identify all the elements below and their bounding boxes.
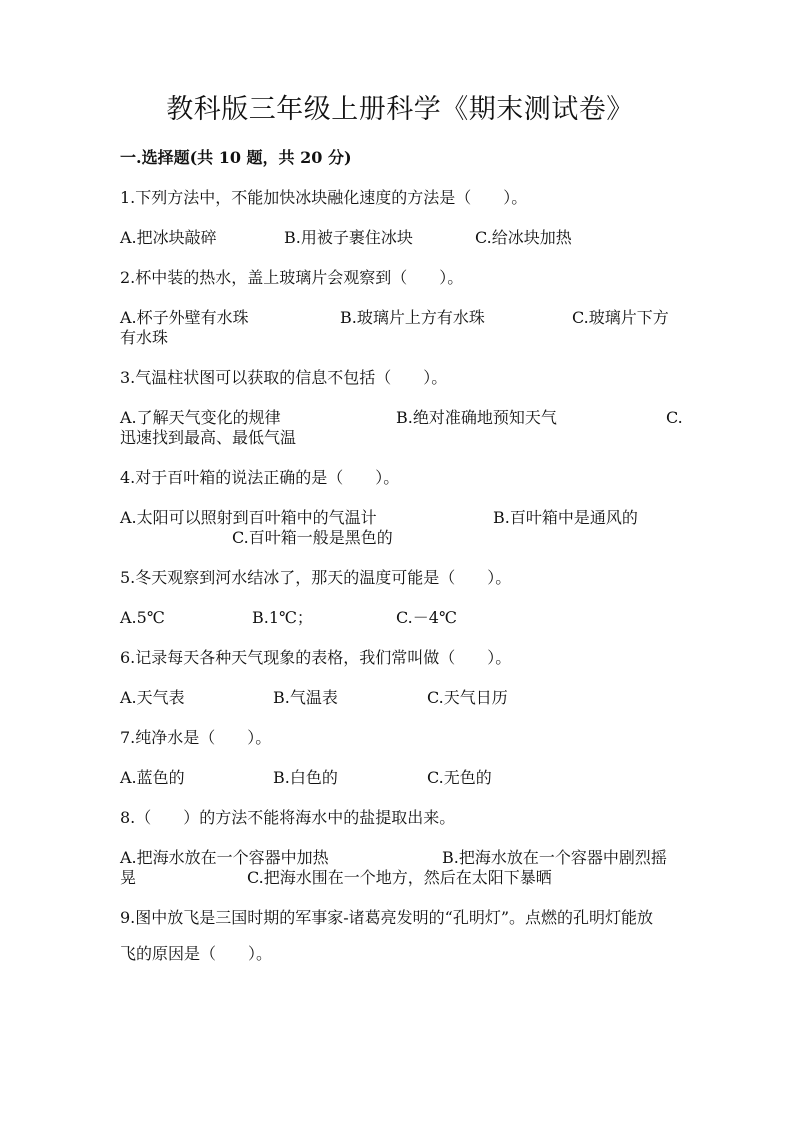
q4-option-c: C.百叶箱一般是黑色的 [232, 528, 393, 547]
question-3: 3.气温柱状图可以获取的信息不包括（ ）。 [120, 368, 448, 387]
question-7: 7.纯净水是（ ）。 [120, 728, 272, 747]
question-8: 8.（ ）的方法不能将海水中的盐提取出来。 [120, 808, 456, 827]
q8-option-b-wrap: 晃 [120, 868, 137, 887]
q3-option-b: B.绝对准确地预知天气 [396, 408, 557, 427]
q3-option-a: A.了解天气变化的规律 [120, 408, 281, 427]
question-2: 2.杯中装的热水，盖上玻璃片会观察到（ ）。 [120, 268, 464, 287]
q2-option-b: B.玻璃片上方有水珠 [340, 308, 485, 327]
section-heading: 一.选择题(共 10 题，共 20 分) [120, 148, 352, 167]
question-9-line-2: 飞的原因是（ ）。 [120, 944, 273, 963]
question-4: 4.对于百叶箱的说法正确的是（ ）。 [120, 468, 400, 487]
q1-option-c: C.给冰块加热 [475, 228, 572, 247]
q8-option-c: C.把海水围在一个地方，然后在太阳下暴晒 [247, 868, 552, 887]
question-6: 6.记录每天各种天气现象的表格，我们常叫做（ ）。 [120, 648, 512, 667]
q7-option-a: A.蓝色的 [120, 768, 185, 787]
q4-option-b: B.百叶箱中是通风的 [493, 508, 638, 527]
q3-option-c-wrap: 迅速找到最高、最低气温 [120, 428, 297, 447]
question-1: 1.下列方法中，不能加快冰块融化速度的方法是（ ）。 [120, 188, 528, 207]
exam-title: 教科版三年级上册科学《期末测试卷》 [166, 94, 634, 125]
q8-option-b: B.把海水放在一个容器中剧烈摇 [442, 848, 667, 867]
q1-option-b: B.用被子裹住冰块 [284, 228, 413, 247]
q3-option-c: C. [666, 408, 683, 427]
q6-option-b: B.气温表 [273, 688, 338, 707]
q2-option-c-wrap: 有水珠 [120, 328, 169, 347]
q2-option-a: A.杯子外壁有水珠 [120, 308, 249, 327]
q5-option-b: B.1℃； [252, 608, 313, 627]
q2-option-c: C.玻璃片下方 [572, 308, 669, 327]
q1-option-a: A.把冰块敲碎 [120, 228, 217, 247]
q5-option-c: C.－4℃ [396, 608, 457, 627]
q5-option-a: A.5℃ [120, 608, 165, 627]
q7-option-c: C.无色的 [427, 768, 492, 787]
q8-option-a: A.把海水放在一个容器中加热 [120, 848, 329, 867]
question-9: 9.图中放飞是三国时期的军事家-诸葛亮发明的“孔明灯”。点燃的孔明灯能放 [120, 908, 654, 927]
q7-option-b: B.白色的 [273, 768, 338, 787]
q4-option-a: A.太阳可以照射到百叶箱中的气温计 [120, 508, 377, 527]
question-5: 5.冬天观察到河水结冰了，那天的温度可能是（ ）。 [120, 568, 512, 587]
q6-option-c: C.天气日历 [427, 688, 508, 707]
q6-option-a: A.天气表 [120, 688, 185, 707]
